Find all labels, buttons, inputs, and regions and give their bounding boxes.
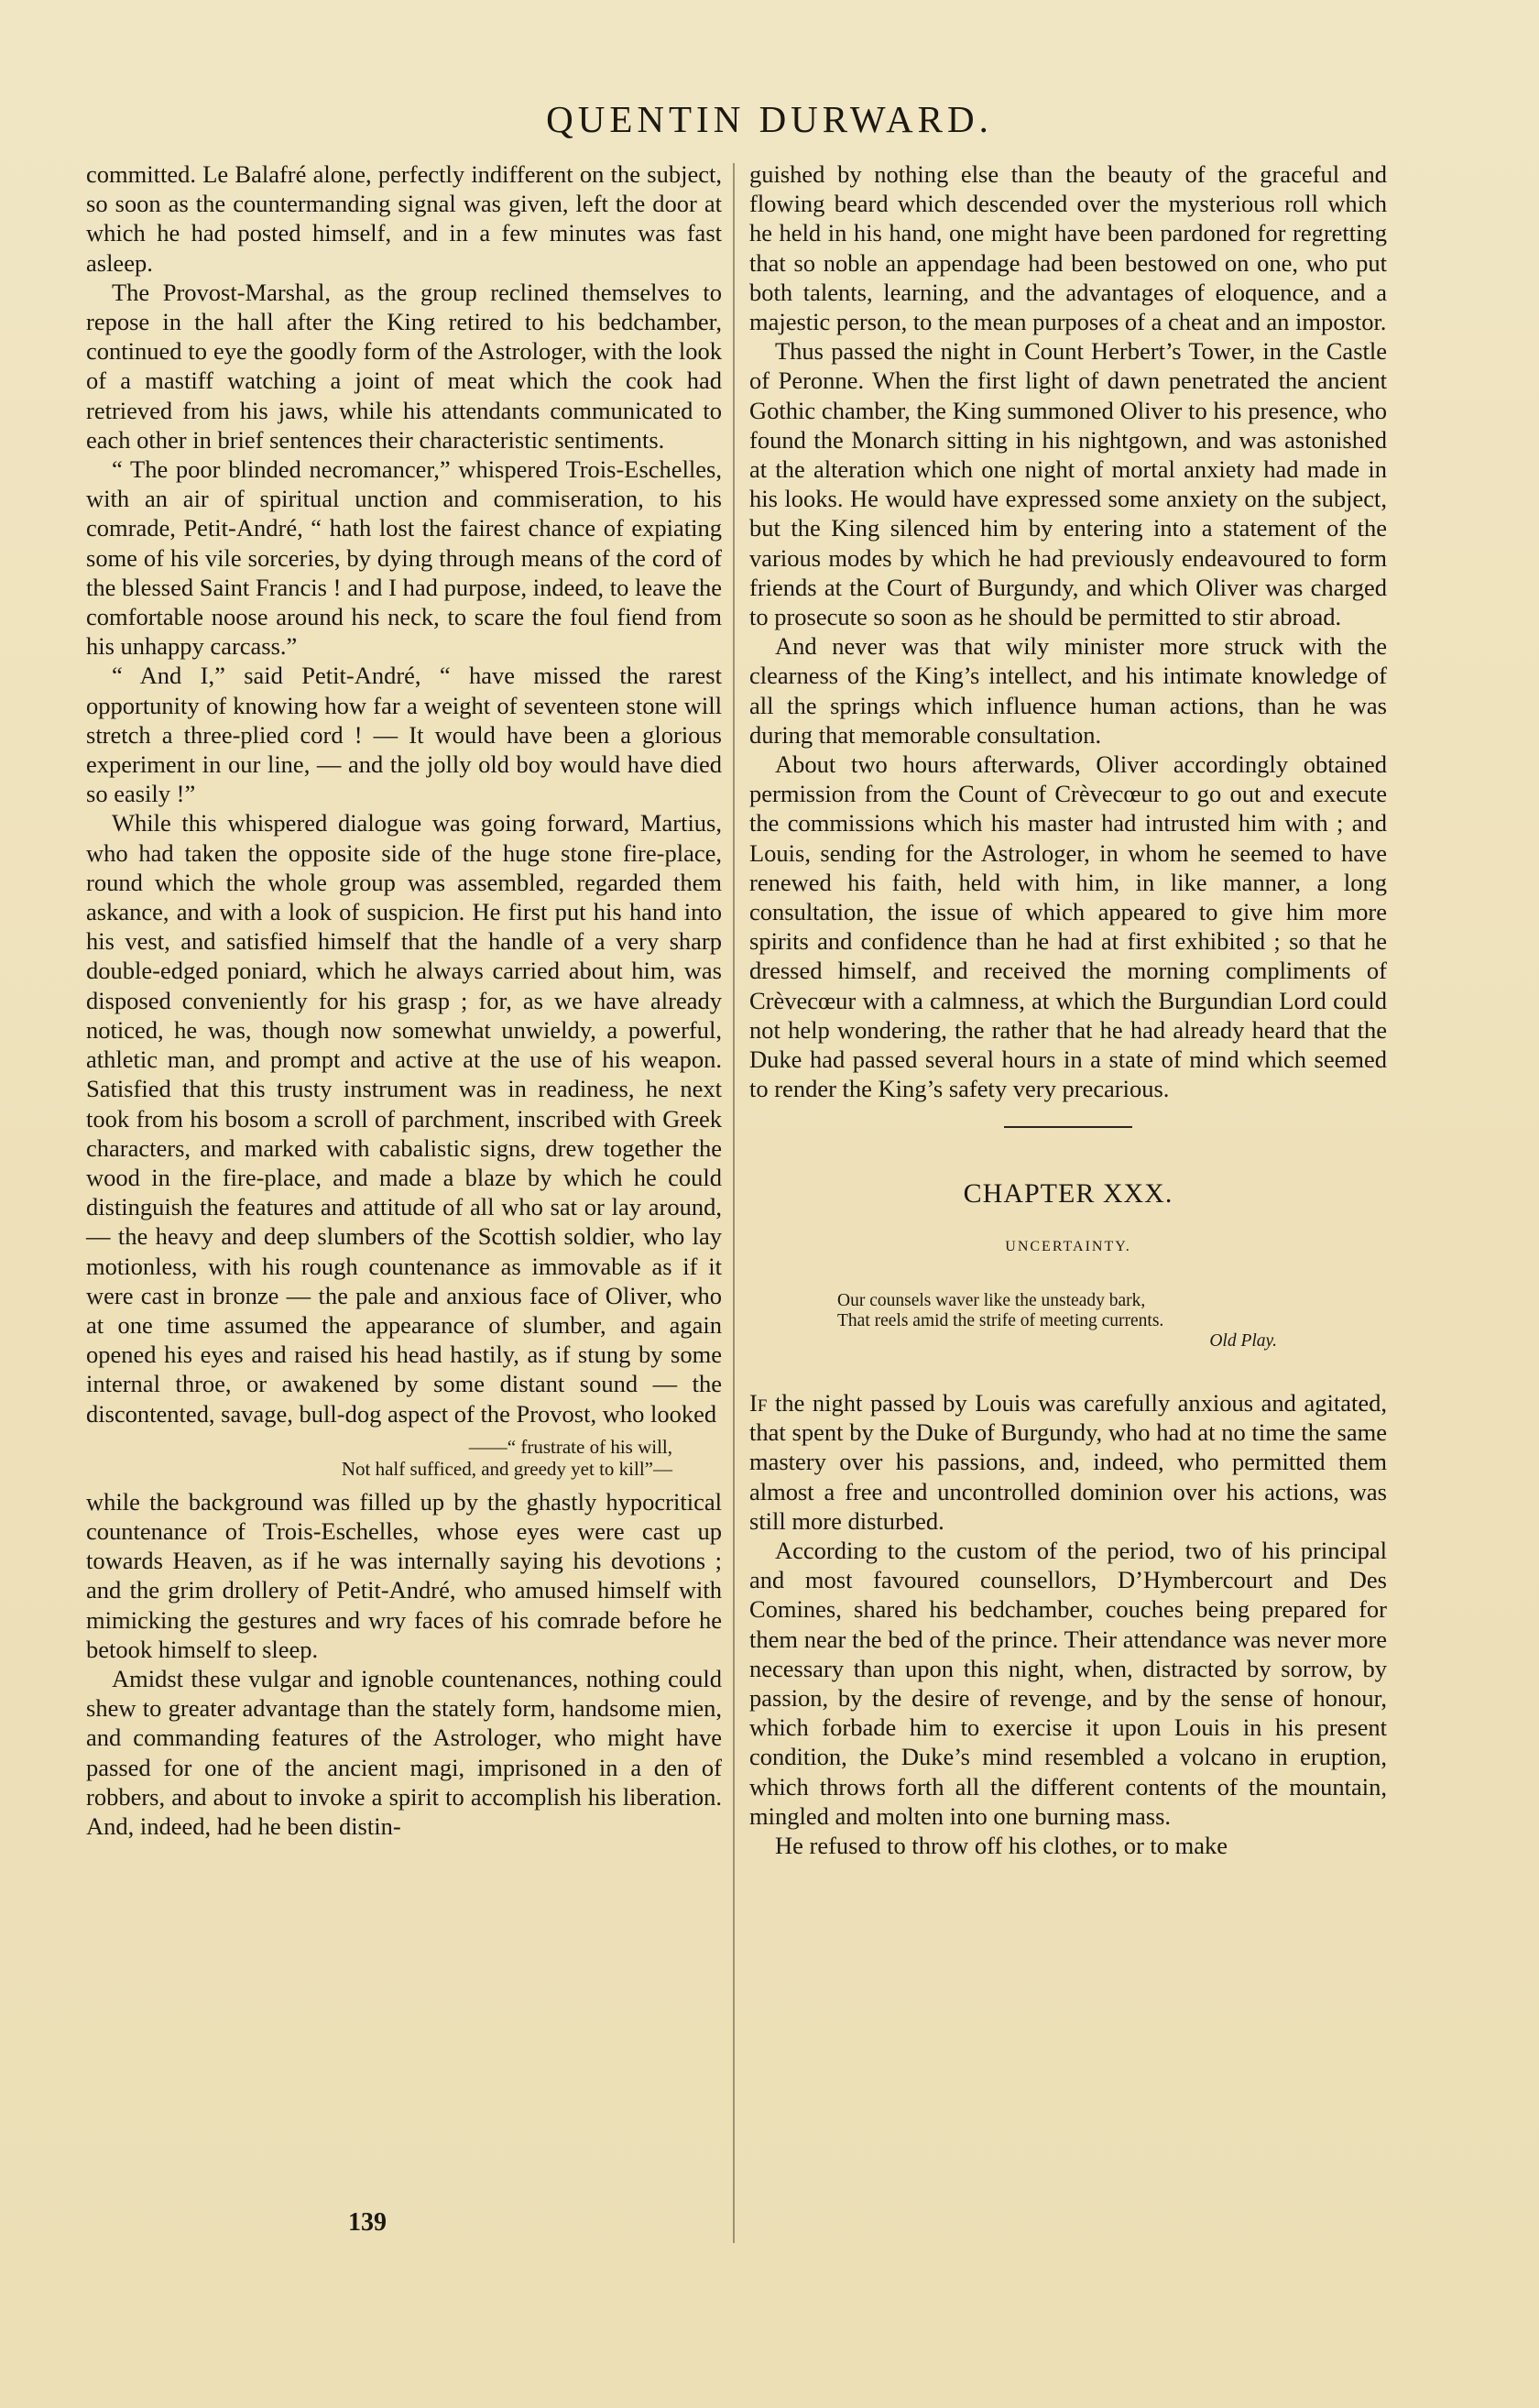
paragraph: while the background was filled up by the ghastly hypocritical countenance of Trois-Eschelles, whose eyes were cast up towards Heaven, as if he was internally saying his devotions ; and the grim drollery of Petit-André, who amused himself with mimicking the gestures and wry faces of his comrade before he betook himself to sleep. xyxy=(86,1487,722,1663)
chapter-subtitle: UNCERTAINTY. xyxy=(1005,1238,1131,1254)
quote-line: Not half sufficed, and greedy yet to kill”— xyxy=(341,1457,672,1480)
page-number: 139 xyxy=(348,2208,387,2237)
paragraph: About two hours afterwards, Oliver accordingly obtained permission from the Count of Crèvecœur to go out and execute the commissions which his master had intrusted him with ; and Louis, sending for the Astrologer, in whom he seemed to have renewed his faith, held with him, in like manner, a long consultation, the issue of which appeared to give him more spirits and confidence than he had at first exhibited ; so that he dressed himself, and received the morning compliments of Crèvecœur with a calmness, at which the Burgundian Lord could not help wondering, the rather that he had already heard that the Duke had passed several hours in a state of mind which seemed to render the King’s safety very precarious. xyxy=(749,750,1387,1103)
section-divider xyxy=(1004,1126,1132,1128)
right-column xyxy=(749,159,1387,1860)
paragraph: While this whispered dialogue was going forward, Martius, who had taken the opposite side of the huge stone fire-place, round which the whole group was assembled, regarded them askance, and with a look of suspicion. He first put his hand into his vest, and satisfied himself that the handle of a very sharp double-edged poniard, which he always carried about him, was disposed conveniently for his grasp ; for, as we have already noticed, he was, though now somewhat unwieldy, a powerful, athletic man, and prompt and active at the use of his weapon. Satisfied that this trusty instrument was in readiness, he next took from his bosom a scroll of parchment, inscribed with Greek characters, and marked with cabalistic signs, drew together the wood in the fire-place, and made a blaze by which he could distinguish the features and attitude of all who sat or lay around, — the heavy and deep slumbers of the Scottish soldier, who lay motionless, with his rough countenance as immovable as if it were cast in bronze — the pale and anxious face of Oliver, who at one time assumed the appearance of slumber, and again opened his eyes and raised his head hastily, as if stung by some internal throe, or awakened by some distant sound — the discontented, savage, bull-dog aspect of the Provost, who looked xyxy=(86,809,722,1428)
opening-text: the night passed by Louis was carefully anxious and agitated, that spent by the Duke of Burgundy, who had at no time the same mastery over his passions, and, indeed, who permitted them almost a free and uncontrolled dominion over his actions, was still more disturbed. xyxy=(749,1388,1387,1535)
paragraph: He refused to throw off his clothes, or to make xyxy=(775,1831,1228,1859)
epigraph xyxy=(837,1291,1314,1352)
paragraph: According to the custom of the period, two of his principal and most favoured counsellors, D’Hymbercourt and Des Comines, shared his bedchamber, couches being prepared for them near the bed of the prince. Their attendance was never more necessary than upon this night, when, distracted by sorrow, by passion, by the desire of revenge, and by the sense of honour, which forbade him to exercise it upon Louis in his present condition, the Duke’s mind resembled a volcano in eruption, which throws forth all the different contents of the mountain, mingled and molten into one burning mass. xyxy=(749,1536,1387,1830)
paragraph: And never was that wily minister more struck with the clearness of the King’s intellect, and his intimate knowledge of all the springs which influence human actions, than he was during that memorable consultation. xyxy=(749,632,1387,749)
paragraph: guished by nothing else than the beauty of the graceful and flowing beard which descended over the mysterious roll which he held in his hand, one might have been pardoned for regretting that so noble an appendage had been bestowed on one, who put both talents, learning, and the advantages of eloquence, and a majestic person, to the mean purposes of a cheat and an impostor. xyxy=(749,160,1387,336)
epigraph-source: Old Play. xyxy=(1209,1330,1277,1351)
epigraph-line: Our counsels waver like the unsteady bark, xyxy=(837,1290,1146,1310)
quote-line: ——“ frustrate of his will, xyxy=(468,1435,672,1458)
column-divider xyxy=(733,163,735,2243)
chapter-title: CHAPTER XXX. xyxy=(963,1177,1173,1209)
paragraph: Thus passed the night in Count Herbert’s Tower, in the Castle of Peronne. When the first light of dawn penetrated the ancient Gothic chamber, the King summoned Oliver to his presence, who found the Monarch sitting in his nightgown, and was astonished at the alteration which one night of mortal anxiety had made in his looks. He would have expressed some anxiety on the subject, but the King silenced him by entering into a statement of the various modes by which he had previously endeavoured to form friends at the Court of Burgundy, and which Oliver was charged to prosecute so soon as he should be permitted to stir abroad. xyxy=(749,337,1387,631)
paragraph: committed. Le Balafré alone, perfectly indifferent on the subject, so soon as the countermanding signal was given, left the door at which he had posted himself, and in a few minutes was fast asleep. xyxy=(86,160,722,277)
opening-word: If xyxy=(749,1388,768,1417)
running-title: QUENTIN DURWARD. xyxy=(546,98,993,140)
paragraph: The Provost-Marshal, as the group reclined themselves to repose in the hall after the King retired to his bedchamber, continued to eye the goodly form of the Astrologer, with the look of a mastiff watching a joint of meat which the cook had retrieved from his jaws, while his attendants communicated to each other in brief sentences their characteristic sentiments. xyxy=(86,278,722,454)
paragraph: “ The poor blinded necromancer,” whispered Trois-Eschelles, with an air of spiritual unction and commiseration, to his comrade, Petit-André, “ hath lost the fairest chance of expiating some of his vile sorceries, by dying through means of the cord of the blessed Saint Francis ! and I had purpose, indeed, to leave the comfortable noose around his neck, to scare the foul fiend from his unhappy carcass.” xyxy=(86,455,722,661)
paragraph: “ And I,” said Petit-André, “ have missed the rarest opportunity of knowing how far a weight of seventeen stone will stretch a three-plied cord ! — It would have been a glorious experiment in our line, — and the jolly old boy would have died so easily !” xyxy=(86,662,722,808)
left-column xyxy=(86,159,722,1841)
chapter-opening-paragraph xyxy=(749,1388,1387,1536)
paragraph: Amidst these vulgar and ignoble countenances, nothing could shew to greater advantage than the stately form, handsome mien, and commanding features of the Astrologer, who might have passed for one of the ancient magi, imprisoned in a den of robbers, and about to invoke a spirit to accomplish his liberation. And, indeed, had he been distin- xyxy=(86,1664,722,1840)
verse-quote xyxy=(86,1436,672,1480)
epigraph-line: That reels amid the strife of meeting currents. xyxy=(837,1310,1164,1330)
